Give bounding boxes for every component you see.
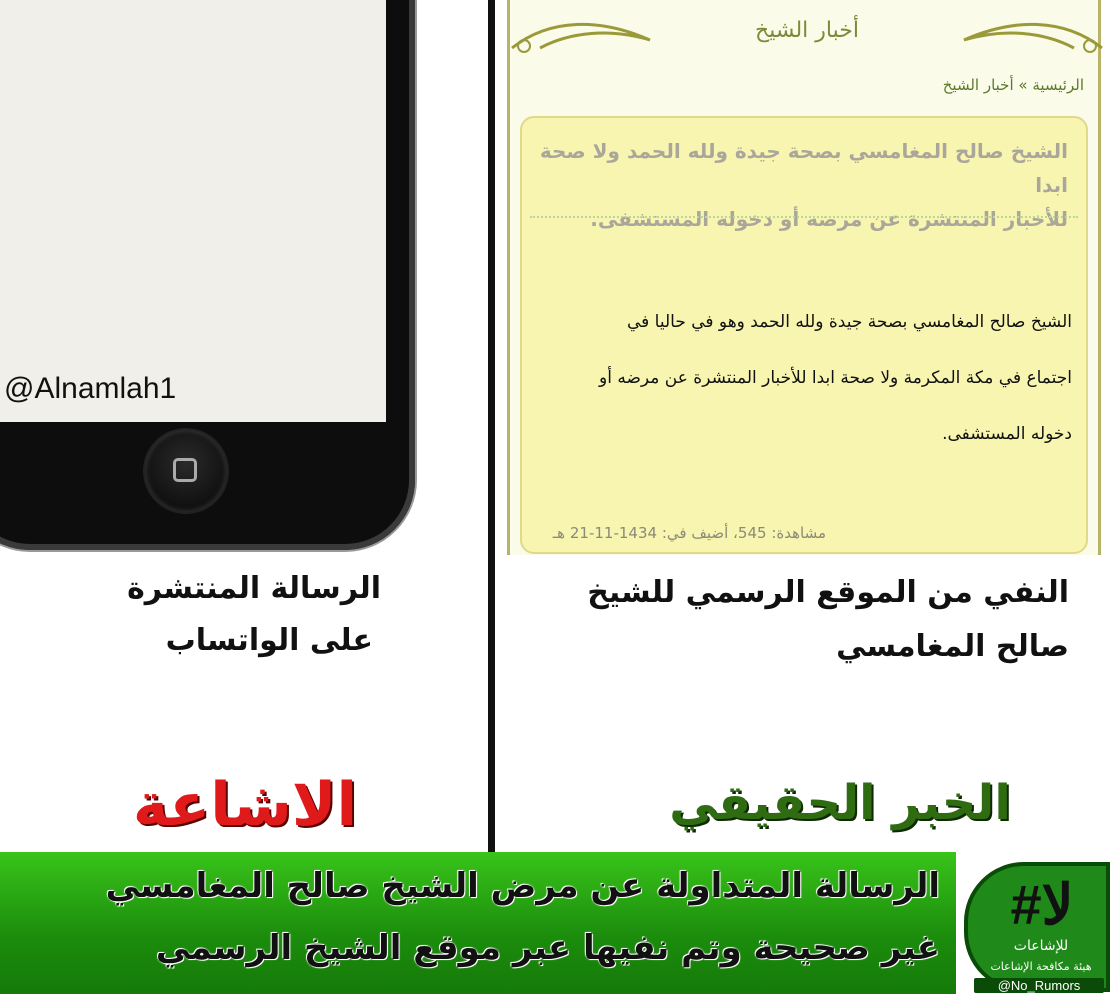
home-square-icon bbox=[173, 458, 197, 482]
center-divider bbox=[488, 0, 495, 860]
truth-label: الخبر الحقيقي bbox=[669, 775, 1011, 831]
body-line: الشيخ صالح المغامسي بصحة جيدة ولله الحمد وهو في حاليا في bbox=[626, 312, 1072, 332]
breadcrumb[interactable]: الرئيسية » أخبار الشيخ bbox=[942, 76, 1084, 94]
dotted-separator bbox=[530, 216, 1078, 218]
rumor-label: الاشاعة bbox=[132, 770, 358, 840]
summary-banner bbox=[0, 852, 958, 994]
left-caption-line: على الواتساب bbox=[165, 623, 373, 658]
banner-line: الرسالة المتداولة عن مرض الشيخ صالح المغامسي bbox=[105, 866, 940, 906]
right-caption-line: النفي من الموقع الرسمي للشيخ bbox=[587, 575, 1069, 610]
news-footer: مشاهدة: 545، أضيف في: 1434-11-21 هـ bbox=[552, 524, 826, 542]
phone-screen bbox=[0, 0, 386, 422]
logo-badge bbox=[964, 862, 1110, 992]
logo-mark: #لا bbox=[1010, 873, 1074, 936]
left-caption-line: الرسالة المنتشرة bbox=[127, 571, 381, 606]
official-site-panel bbox=[507, 0, 1101, 555]
news-body bbox=[522, 294, 1086, 462]
news-box bbox=[520, 116, 1088, 554]
logo-handle: @No_Rumors bbox=[974, 978, 1104, 993]
news-headline bbox=[522, 134, 1086, 236]
banner-line: غير صحيحة وتم نفيها عبر موقع الشيخ الرسمي bbox=[155, 928, 940, 968]
right-caption-line: صالح المغامسي bbox=[836, 629, 1069, 664]
twitter-handle: @Alnamlah1 bbox=[4, 372, 177, 405]
body-line: اجتماع في مكة المكرمة ولا صحة ابدا للأخبار المنتشرة عن مرضه أو bbox=[599, 368, 1072, 388]
headline-line: الشيخ صالح المغامسي بصحة جيدة ولله الحمد ولا صحة ابدا bbox=[539, 139, 1068, 197]
site-title: أخبار الشيخ bbox=[755, 18, 859, 43]
body-line: دخوله المستشفى. bbox=[942, 424, 1072, 444]
no-rumors-logo bbox=[956, 852, 1111, 994]
logo-line: هيئة مكافحة الإشاعات bbox=[990, 960, 1092, 973]
headline-line: للأخبار المنتشرة عن مرضه أو دخوله المستشفى. bbox=[590, 207, 1068, 231]
logo-line: للإشاعات bbox=[1013, 938, 1069, 954]
